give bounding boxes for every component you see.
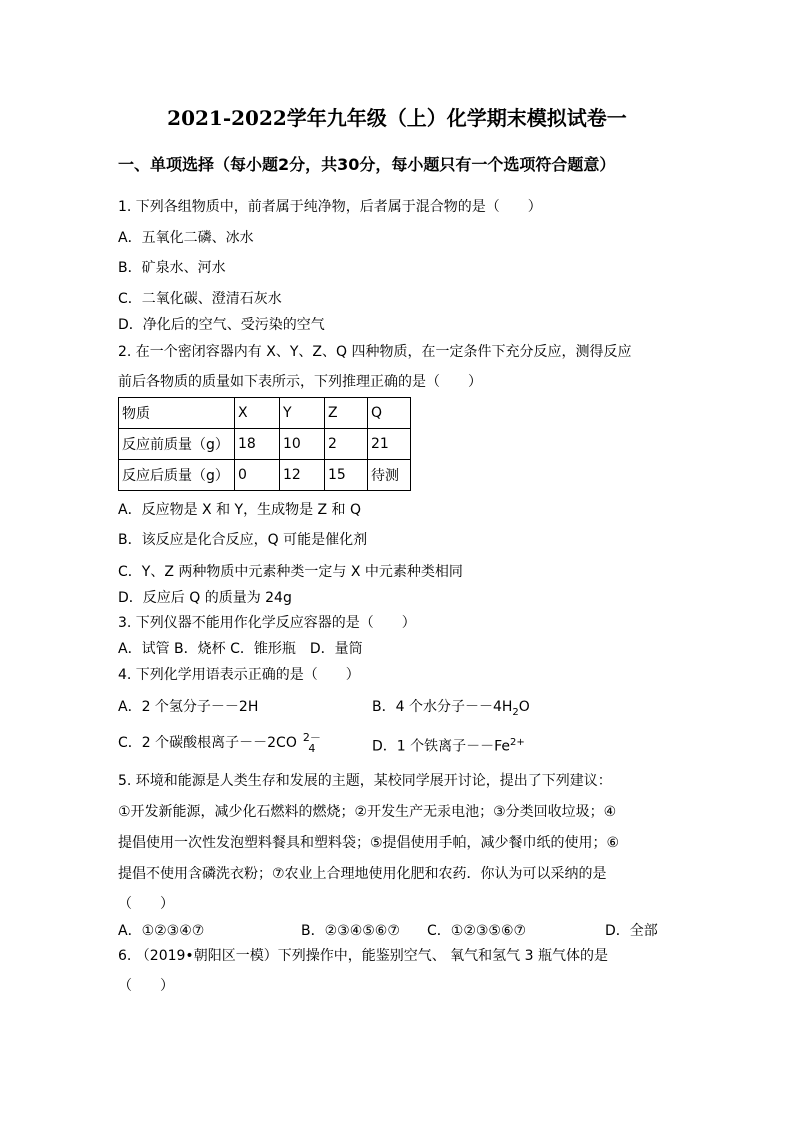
question-4-option-b: [372, 697, 530, 723]
question-4-stem: 4. 下列化学用语表示正确的是（ ）: [118, 667, 360, 683]
page-title: 2021-2022学年九年级（上）化学期末模拟试卷一: [167, 106, 627, 130]
question-2-stem-line2: 前后各物质的质量如下表所示，下列推理正确的是（ ）: [118, 374, 482, 390]
section-heading: 一、单项选择（每小题2分，共30分，每小题只有一个选项符合题意）: [118, 155, 616, 174]
table-row: [119, 460, 411, 491]
ion-charge: 2－: [302, 731, 321, 744]
table-header-cell: X: [235, 398, 280, 429]
question-5-line1: 5. 环境和能源是人类生存和发展的主题，某校同学展开讨论，提出了下列建议：: [118, 773, 612, 789]
ion-subscript: 4: [308, 742, 316, 755]
question-2-option-a: A．反应物是 X 和 Y，生成物是 Z 和 Q: [118, 502, 362, 518]
question-5-option-b: B．②③④⑤⑥⑦: [301, 923, 400, 939]
option-b-subscript: 2: [512, 706, 519, 718]
table-header-cell: Z: [325, 398, 368, 429]
question-3-options: A．试管 B．烧杯 C．锥形瓶 D．量筒: [118, 641, 363, 657]
question-6-blank: （ ）: [118, 978, 174, 994]
table-header-cell: Q: [368, 398, 411, 429]
table-cell: 反应后质量（g）: [119, 460, 235, 491]
question-5-line2: ①开发新能源，减少化石燃料的燃烧；②开发生产无汞电池；③分类回收垃圾；④: [118, 804, 617, 820]
table-header-cell: Y: [280, 398, 325, 429]
question-6-stem: 6. （2019•朝阳区一模）下列操作中，能鉴别空气、 氧气和氢气 3 瓶气体的是: [118, 948, 608, 964]
carbonate-ion-notation: [303, 732, 321, 754]
question-2-stem-line1: 2. 在一个密闭容器内有 X、Y、Z、Q 四种物质，在一定条件下充分反应，测得反应: [118, 344, 632, 360]
question-2-option-b: B．该反应是化合反应，Q 可能是催化剂: [118, 532, 368, 548]
option-d-text: D．1 个铁离子－－Fe: [372, 738, 511, 755]
table-cell: 21: [368, 429, 411, 460]
question-3-stem: 3. 下列仪器不能用作化学反应容器的是（ ）: [118, 615, 416, 631]
option-b-end: O: [518, 699, 530, 715]
table-cell: 2: [325, 429, 368, 460]
question-4-option-d: [372, 733, 525, 757]
table-header-cell: 物质: [119, 398, 235, 429]
question-5-line3: 提倡使用一次性发泡塑料餐具和塑料袋；⑤提倡使用手帕，减少餐巾纸的使用；⑥: [118, 835, 620, 851]
question-5-line4: 提倡不使用含磷洗衣粉；⑦农业上合理地使用化肥和农药．你认为可以采纳的是: [118, 866, 607, 882]
question-1-option-b: B．矿泉水、河水: [118, 260, 226, 276]
question-1-option-c: C．二氧化碳、澄清石灰水: [118, 291, 282, 307]
question-2-option-d: D．反应后 Q 的质量为 24g: [118, 590, 292, 606]
question-1-option-a: A．五氧化二磷、冰水: [118, 230, 254, 246]
question-4-option-a: A．2 个氢分子－－2H: [118, 699, 259, 715]
option-b-text: B．4 个水分子－－4H: [372, 699, 513, 715]
table-cell: 10: [280, 429, 325, 460]
table-cell: 15: [325, 460, 368, 491]
table-cell: 12: [280, 460, 325, 491]
table-cell: 18: [235, 429, 280, 460]
question-5-option-a: A．①②③④⑦: [118, 923, 205, 939]
table-cell: 0: [235, 460, 280, 491]
question-5-blank: （ ）: [118, 896, 174, 912]
mass-table: [118, 397, 411, 491]
question-1-stem: 1. 下列各组物质中，前者属于纯净物，后者属于混合物的是（ ）: [118, 199, 542, 215]
table-cell: 反应前质量（g）: [119, 429, 235, 460]
table-cell: 待测: [368, 460, 411, 491]
table-header-row: [119, 398, 411, 429]
question-5-option-d: D．全部: [605, 923, 658, 939]
question-1-option-d: D．净化后的空气、受污染的空气: [118, 317, 325, 333]
question-5-option-c: C．①②③⑤⑥⑦: [427, 923, 527, 939]
option-c-text: C．2 个碳酸根离子－－2CO: [118, 735, 297, 751]
table-row: [119, 429, 411, 460]
question-4-option-c: [118, 729, 321, 757]
option-d-charge: 2+: [510, 737, 525, 748]
question-2-option-c: C．Y、Z 两种物质中元素种类一定与 X 中元素种类相同: [118, 564, 463, 580]
